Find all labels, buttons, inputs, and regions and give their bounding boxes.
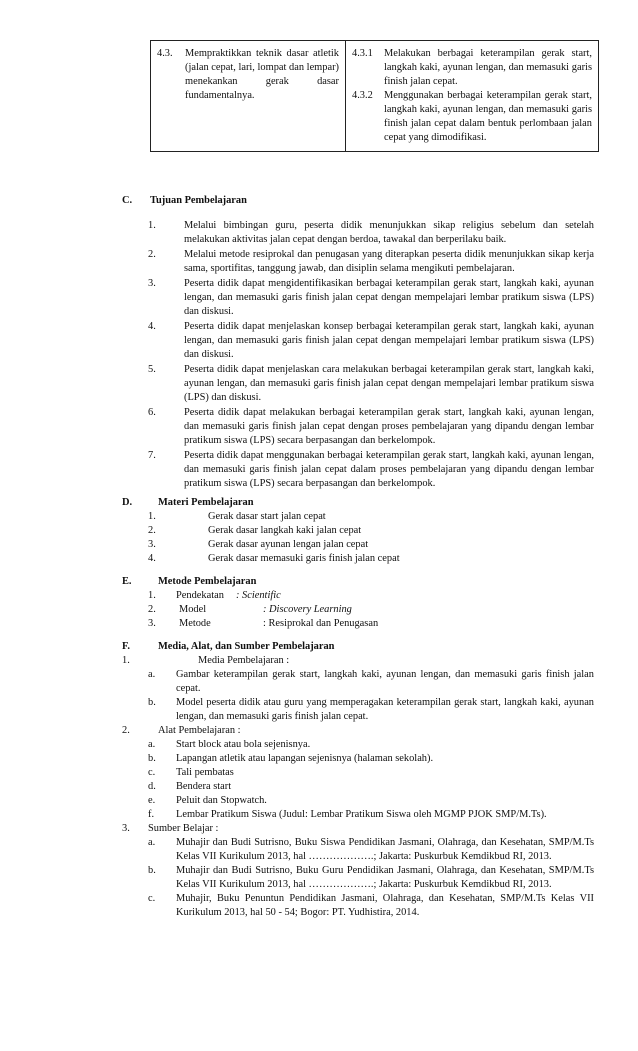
competency-text: Mempraktikkan teknik dasar atletik (jalan cepat, lari, lompat dan lempar) menekankan gerak dasar fundamentalnya. (185, 48, 339, 101)
media-list (148, 668, 594, 724)
section-d-list (148, 510, 400, 566)
list-text: Gambar keterampilan gerak start, langkah kaki, ayunan lengan, dan memasuki garis finish jalan cepat. (176, 669, 594, 694)
list-number: 3. (148, 278, 156, 289)
list-text: Tali pembatas (176, 767, 234, 778)
indicator-code: 4.3.1 (352, 48, 373, 59)
list-text: Melalui bimbingan guru, peserta didik menunjukkan sikap religius sebelum dan setelah melakukan aktivitas jalan cepat dengan berdoa, tawakal dan berperilaku baik. (184, 220, 594, 245)
list-item (148, 538, 400, 552)
list-text: Muhajir dan Budi Sutrisno, Buku Guru Pendidikan Jasmani, Olahraga, dan Kesehatan, SMP/M.Ts Kelas VII Kurikulum 2013, hal ……………….; Jakarta: Puskurbuk Kemdikbud RI, 2013. (176, 865, 594, 890)
method-value: : Scientific (236, 590, 281, 601)
list-item (148, 617, 448, 631)
list-number: 2. (148, 604, 156, 615)
list-letter: d. (148, 781, 156, 792)
list-letter: f. (148, 809, 155, 820)
list-number: 1. (148, 590, 156, 601)
list-item (148, 277, 594, 319)
sumber-list (148, 836, 594, 920)
list-text: Peserta didik dapat menjelaskan konsep berbagai keterampilan gerak start, langkah kaki, ayunan lengan, dan memasuki garis finish jalan cepat dengan mempelajari lembar pratikum siswa (LPS) dan diskusi. (184, 321, 594, 360)
list-item (148, 219, 594, 247)
indicator-text: Melakukan berbagai keterampilan gerak start, langkah kaki, ayunan lengan, dan memasuki garis finish jalan cepat. (384, 48, 592, 87)
list-number: 1. (148, 220, 156, 231)
alat-list (148, 738, 594, 822)
list-number: 3. (148, 539, 156, 550)
list-number: 5. (148, 364, 156, 375)
competency-table (150, 40, 599, 152)
section-e-title: Metode Pembelajaran (158, 576, 257, 587)
list-number: 4. (148, 321, 156, 332)
list-text: Melalui metode resiprokal dan penugasan yang diterapkan peserta didik menunjukkan sikap kerja sama, sportifitas, tanggung jawab, dan disiplin selama mengikuti pembelajaran. (184, 249, 594, 274)
list-letter: a. (148, 837, 156, 848)
list-text: Peserta didik dapat menggunakan berbagai keterampilan gerak start, langkah kaki, ayunan lengan, dan memasuki garis finish jalan cepat dalam proses pembelajaran yang dipandu dengan lembar pratikum siswa (LPS) secara berpasangan dan berkelompok. (184, 450, 594, 489)
indicator-code: 4.3.2 (352, 90, 373, 101)
method-value: : Resiprokal dan Penugasan (263, 618, 379, 629)
method-label: Model (179, 604, 207, 615)
list-text: Peserta didik dapat menjelaskan cara melakukan berbagai keterampilan gerak start, langkah kaki, ayunan lengan, dan memasuki garis finish jalan cepat dengan mempelajari lembar pratikum siswa (LPS) dan diskusi. (184, 364, 594, 403)
competency-right-cell (346, 41, 599, 152)
list-item (148, 248, 594, 276)
section-c-list (148, 218, 594, 491)
list-item (148, 406, 594, 448)
list-number: 1. (148, 511, 156, 522)
section-f-title: Media, Alat, dan Sumber Pembelajaran (158, 641, 335, 652)
list-number: 3. (148, 618, 156, 629)
sumber-title: Sumber Belajar : (148, 823, 219, 834)
list-letter: b. (148, 697, 156, 708)
list-text: Gerak dasar ayunan lengan jalan cepat (208, 539, 369, 550)
list-text: Muhajir, Buku Penuntun Pendidikan Jasmani, Olahraga, dan Kesehatan, SMP/M.Ts Kelas VII Kurikulum 2013, hal 50 - 54; Bogor: PT. Yudhistira, 2014. (176, 893, 594, 918)
competency-left-cell (151, 41, 346, 152)
section-f-letter: F. (122, 641, 130, 652)
list-item (148, 794, 594, 808)
list-number: 2. (148, 525, 156, 536)
list-letter: c. (148, 893, 156, 904)
section-c-letter: C. (122, 195, 133, 206)
alat-title: Alat Pembelajaran : (158, 725, 241, 736)
list-text: Peserta didik dapat melakukan berbagai keterampilan gerak start, langkah kaki, ayunan lengan, dan memasuki garis finish jalan cepat dengan proses pembelajaran yang dipandu dengan lembar pratikum siswa (LPS) secara berpasangan dan berkelompok. (184, 407, 594, 446)
section-c-title: Tujuan Pembelajaran (150, 195, 247, 206)
list-text: Gerak dasar langkah kaki jalan cepat (208, 525, 362, 536)
section-e-letter: E. (122, 576, 132, 587)
list-letter: c. (148, 767, 156, 778)
list-item (148, 320, 594, 362)
list-item (148, 510, 400, 524)
list-text: Peluit dan Stopwatch. (176, 795, 267, 806)
list-number: 4. (148, 553, 156, 564)
list-text: Muhajir dan Budi Sutrisno, Buku Siswa Pendidikan Jasmani, Olahraga, dan Kesehatan, SMP/M.Ts Kelas VII Kurikulum 2013, hal ……………….; Jakarta: Puskurbuk Kemdikbud RI, 2013. (176, 837, 594, 862)
list-item (148, 552, 400, 566)
method-label: Metode (179, 618, 211, 629)
list-item (148, 589, 448, 603)
media-number: 1. (122, 655, 130, 666)
list-item (148, 752, 594, 766)
section-d-letter: D. (122, 497, 133, 508)
list-item (148, 766, 594, 780)
list-letter: b. (148, 753, 156, 764)
list-text: Peserta didik dapat mengidentifikasikan berbagai keterampilan gerak start, langkah kaki, ayunan lengan, dan memasuki garis finish jalan cepat dengan mempelajari lembar pratikum siswa (LPS) dan diskusi. (184, 278, 594, 317)
list-item (148, 780, 594, 794)
alat-number: 2. (122, 725, 130, 736)
list-item (148, 836, 594, 864)
list-text: Gerak dasar memasuki garis finish jalan cepat (208, 553, 400, 564)
list-letter: e. (148, 795, 156, 806)
list-letter: a. (148, 739, 156, 750)
list-letter: b. (148, 865, 156, 876)
list-number: 7. (148, 450, 156, 461)
list-item (148, 808, 594, 822)
list-item (148, 363, 594, 405)
list-item (148, 892, 594, 920)
list-text: Gerak dasar start jalan cepat (208, 511, 326, 522)
sumber-number: 3. (122, 823, 130, 834)
list-text: Lapangan atletik atau lapangan sejenisnya (halaman sekolah). (176, 753, 434, 764)
list-item (148, 864, 594, 892)
section-d-title: Materi Pembelajaran (158, 497, 254, 508)
list-text: Lembar Pratikum Siswa (Judul: Lembar Pratikum Siswa oleh MGMP PJOK SMP/M.Ts). (176, 809, 547, 820)
list-item (148, 696, 594, 724)
list-number: 2. (148, 249, 156, 260)
list-letter: a. (148, 669, 156, 680)
section-e-list (148, 589, 448, 631)
competency-code: 4.3. (157, 48, 173, 59)
media-title: Media Pembelajaran : (198, 655, 290, 666)
list-text: Start block atau bola sejenisnya. (176, 739, 311, 750)
list-item (148, 668, 594, 696)
list-text: Bendera start (176, 781, 232, 792)
indicator-text: Menggunakan berbagai keterampilan gerak start, langkah kaki, ayunan lengan, dan memasuki garis finish jalan cepat dalam bentuk perlombaan jalan cepat yang dimodifikasi. (384, 90, 592, 143)
list-item (148, 738, 594, 752)
list-item (148, 449, 594, 491)
list-number: 6. (148, 407, 156, 418)
method-value: : Discovery Learning (263, 604, 352, 615)
list-item (148, 603, 448, 617)
list-item (148, 524, 400, 538)
list-text: Model peserta didik atau guru yang memperagakan keterampilan gerak start, langkah kaki, ayunan lengan, dan memasuki garis finish jalan cepat. (176, 697, 594, 722)
method-label: Pendekatan (176, 590, 224, 601)
